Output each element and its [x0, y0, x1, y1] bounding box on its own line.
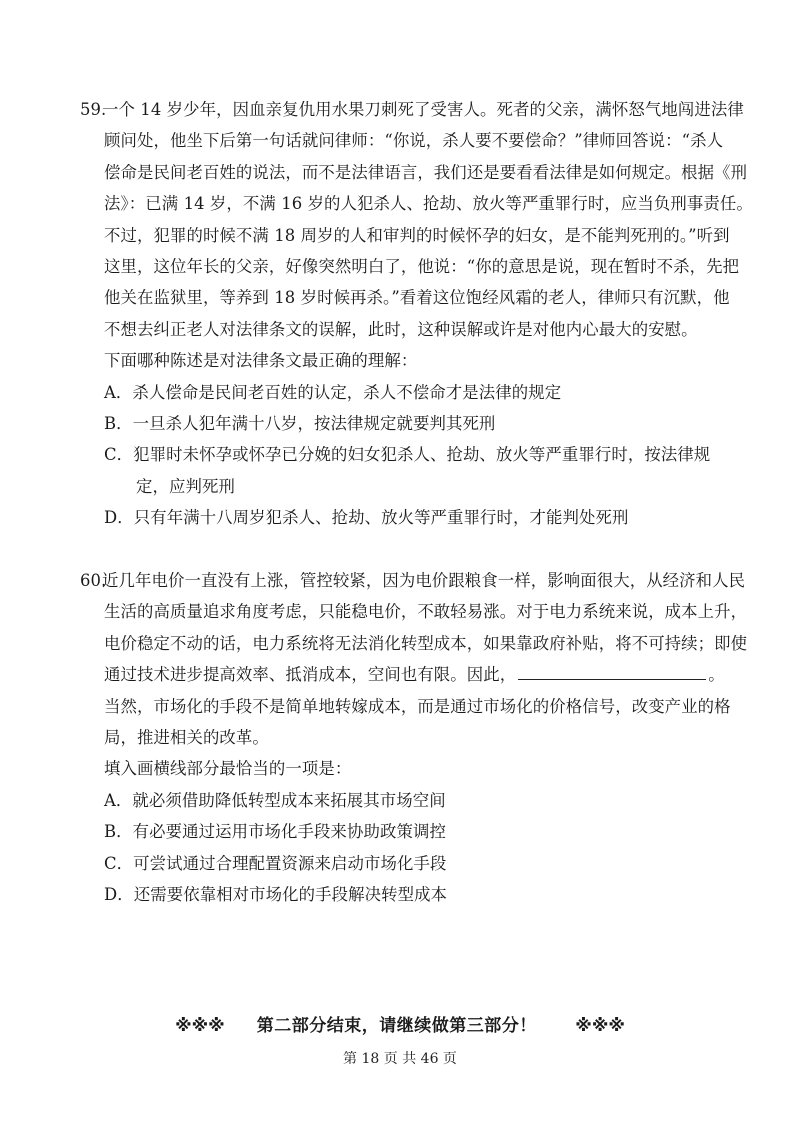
- page-number: 第 18 页 共 46 页: [343, 1051, 457, 1067]
- reference-mark-right: ※※※: [575, 1016, 625, 1036]
- question-60-prompt: 填入画横线部分最恰当的一项是：: [104, 759, 352, 779]
- question-60-line-2: 生活的高质量追求角度考虑，只能稳电价，不敢轻易涨。对于电力系统来说，成本上升，: [104, 602, 748, 622]
- question-59-line-8: 不想去纠正老人对法律条文的误解，此时，这种误解或许是对他内心最大的安慰。: [104, 319, 698, 339]
- question-59-line-1: 59.一个 14 岁少年，因血亲复仇用水果刀刺死了受害人。死者的父亲，满怀怒气地闯进法律: [80, 94, 720, 125]
- question-60-line-3: 电价稳定不动的话，电力系统将无法消化转型成本，如果靠政府补贴，将不可持续；即使: [104, 633, 748, 653]
- question-60: [80, 565, 748, 910]
- option-d[interactable]: D．只有年满十八周岁犯杀人、抢劫、放火等严重罪行时，才能判处死刑: [104, 508, 629, 528]
- section-end-text: 第二部分结束，请继续做第三部分！: [256, 1016, 537, 1036]
- option-b[interactable]: B．一旦杀人犯年满十八岁，按法律规定就要判其死刑: [104, 413, 496, 433]
- question-60-line-5: 当然，市场化的手段不是简单地转嫁成本，而是通过市场化的价格信号，改变产业的格: [104, 696, 731, 716]
- question-number: 60.: [80, 571, 107, 590]
- question-59-line-3: 偿命是民间老百姓的说法，而不是法律语言，我们还是要看看法律是如何规定。根据《刑: [104, 162, 748, 182]
- question-60-line-6: 局，推进相关的改革。: [104, 727, 269, 747]
- option-c[interactable]: C．犯罪时未怀孕或怀孕已分娩的妇女犯杀人、抢劫、放火等严重罪行时，按法律规: [104, 445, 711, 465]
- question-59-line-7: 他关在监狱里，等养到 18 岁时候再杀。”看着这位饱经风霜的老人，律师只有沉默，他: [104, 288, 730, 308]
- question-60-line-1: 60.近几年电价一直没有上涨，管控较紧，因为电价跟粮食一样，影响面很大，从经济和人民: [80, 565, 720, 596]
- question-59-line-6: 这里，这位年长的父亲，好像突然明白了，他说：“你的意思是说，现在暂时不杀，先把: [104, 256, 740, 276]
- question-59-line-4: 法》：已满 14 岁，不满 16 岁的人犯杀人、抢劫、放火等严重罪行时，应当负刑事责任。: [104, 194, 753, 214]
- option-d[interactable]: D．还需要依靠相对市场化的手段解决转型成本: [104, 884, 448, 904]
- reference-mark-left: ※※※: [175, 1016, 225, 1036]
- option-b[interactable]: B．有必要通过运用市场化手段来协助政策调控: [104, 822, 446, 842]
- question-59: [80, 94, 753, 533]
- fill-in-blank[interactable]: [518, 661, 706, 680]
- question-number: 59.: [80, 100, 107, 119]
- option-c[interactable]: C．可尝试通过合理配置资源来启动市场化手段: [104, 853, 447, 873]
- section-end-notice: [0, 1011, 800, 1036]
- option-a[interactable]: A．就必须借助降低转型成本来拓展其市场空间: [104, 790, 446, 810]
- option-a[interactable]: A．杀人偿命是民间老百姓的认定，杀人不偿命才是法律的规定: [104, 382, 562, 402]
- option-c-continued: 定，应判死刑: [136, 476, 235, 496]
- question-59-prompt: 下面哪种陈述是对法律条文最正确的理解：: [104, 351, 418, 371]
- question-60-line-4: 通过技术进步提高效率、抵消成本，空间也有限。因此， 。: [80, 659, 720, 690]
- question-59-line-2: 顾问处，他坐下后第一句话就问律师：“你说，杀人要不要偿命？”律师回答说：“杀人: [104, 131, 724, 151]
- question-59-line-5: 不过，犯罪的时候不满 18 周岁的人和审判的时候怀孕的妇女，是不能判死刑的。”听到: [104, 225, 730, 245]
